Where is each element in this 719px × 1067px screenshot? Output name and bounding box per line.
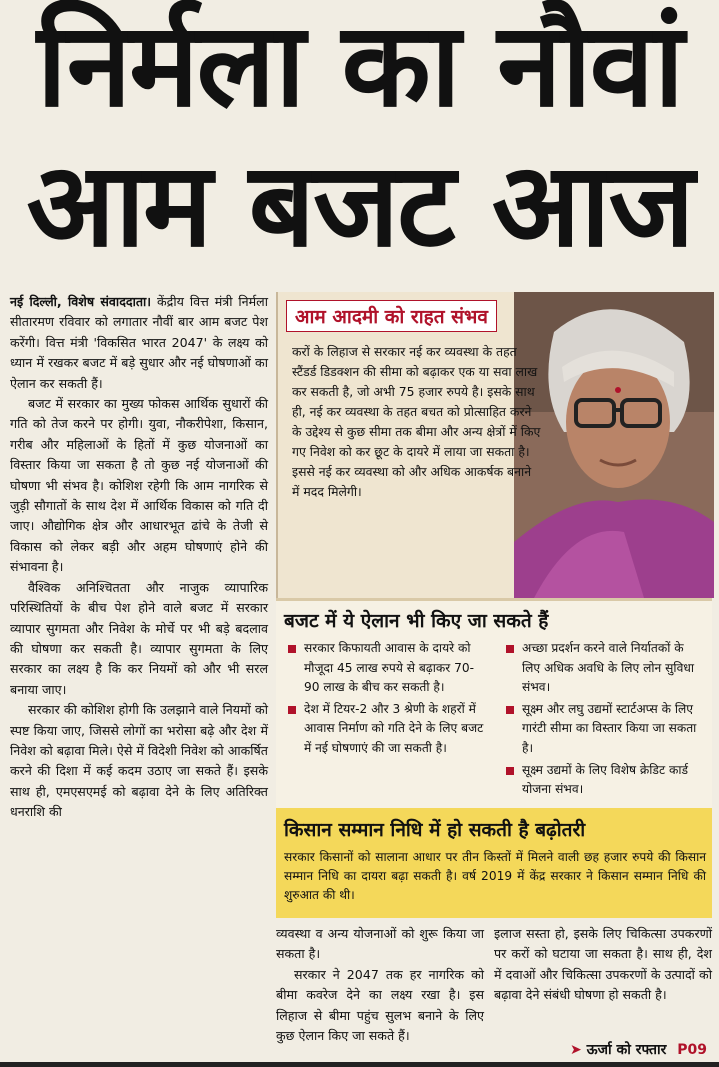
bullet-item: सरकार किफायती आवास के दायरे को मौजूदा 45 लाख रुपये से बढ़ाकर 70-90 लाख के बीच कर सकती है। [284, 639, 484, 698]
left-paragraph [10, 292, 268, 394]
announcements-column-a [284, 639, 484, 761]
arrow-icon: ➤ [570, 1042, 582, 1058]
dateline: नई दिल्ली, विशेष संवाददाता। [10, 294, 152, 309]
left-paragraph: बजट में सरकार का मुख्य फोकस आर्थिक सुधारों की गति को तेज करने पर होगी। युवा, नौकरीपेशा, किसान, गरीब और महिलाओं के हितों में कुछ योजनाओं का विस्तार किया जा सकता है तो कुछ नई योजनाओं की घोषणा भी संभव है। कोशिश रहेगी कि आम नागरिक से जुड़ी सौगातों के साथ देश में आर्थिक विकास को गति दी जाए। औद्योगिक क्षेत्र और आधारभूत ढांचे के तेजी से विकास को लेकर बड़ी और अहम घोषणाएं होने की संभावना है। [10, 396, 268, 575]
bullet-item: सूक्ष्म उद्यमों के लिए विशेष क्रेडिट कार्ड योजना संभव। [502, 761, 702, 800]
announcements-box [276, 598, 712, 809]
right-paragraph: इलाज सस्ता हो, इसके लिए चिकित्सा उपकरणों पर करों को घटाया जा सकता है। साथ ही, देश में दवाओं और चिकित्सा उपकरणों के उत्पादों को बढ़ावा देने संबंधी घोषणा हो सकती है। [494, 926, 712, 1003]
relief-title: आम आदमी को राहत संभव [286, 300, 497, 332]
bullet-item: अच्छा प्रदर्शन करने वाले निर्यातकों के लिए अधिक अवधि के लिए लोन सुविधा संभव। [502, 639, 702, 698]
bullet-item: सूक्ष्म और लघु उद्यमों स्टार्टअप्स के लिए गारंटी सीमा का विस्तार किया जा सकता है। [502, 700, 702, 759]
kisan-box [276, 808, 712, 918]
announcements-column-b [502, 639, 702, 802]
announcements-title: बजट में ये ऐलान भी किए जा सकते हैं [284, 610, 549, 632]
kisan-title: किसान सम्मान निधि में हो सकती है बढ़ोतरी [284, 819, 586, 841]
headline-line-2: आम बजट आज [26, 138, 693, 273]
footer-label: ऊर्जा को रफ्तार [586, 1042, 667, 1058]
page-number: P09 [677, 1042, 707, 1058]
relief-box [276, 292, 714, 598]
kisan-body: सरकार किसानों को सालाना आधार पर तीन किस्तों में मिलने वाली छह हजार रुपये की किसान सम्मान निधि का दायरा बढ़ा सकती है। वर्ष 2019 में केंद्र सरकार ने किसान सम्मान निधि की शुरुआत की थी। [284, 850, 706, 902]
left-paragraph: वैश्विक अनिश्चितता और नाजुक व्यापारिक परिस्थितियों के बीच पेश होने वाले बजट में सरकार व्यापार सुगमता और निवेश के मोर्चे पर भी बड़े बदलाव की घोषणा कर सकती है। व्यापार सुगमता के लिए सरकार का लक्ष्य है कि कर नियमों को और भी सरल बनाया जाए। [10, 579, 268, 697]
left-column [10, 292, 268, 823]
mid-paragraph: सरकार ने 2047 तक हर नागरिक को बीमा कवरेज देने का लक्ष्य रखा है। इस लिहाज से बीमा पहुंच सुलभ बनाने के लिए कुछ ऐलान किए जा सकते हैं। [276, 966, 484, 1044]
bullet-item: देश में टियर-2 और 3 श्रेणी के शहरों में आवास निर्माण को गति देने के लिए बजट में नई घोषणाएं की जा सकती है। [284, 700, 484, 759]
middle-column [276, 924, 484, 1046]
headline-line-1: निर्मला का नौवां [36, 0, 683, 133]
left-paragraph: सरकार की कोशिश होगी कि उलझाने वाले नियमों को स्पष्ट किया जाए, जिससे लोगों का भरोसा बढ़े और देश में निवेश को बढ़ावा मिले। ऐसे में विदेशी निवेश को आकर्षित करने की दिशा में कई कदम उठाए जा सकते हैं। इसके साथ ही, एमएसएमई को बढ़ावा देने के लिए अतिरिक्त धनराशि की [10, 702, 268, 820]
mid-paragraph: व्यवस्था व अन्य योजनाओं को शुरू किया जा सकता है। [276, 926, 484, 962]
right-column [494, 924, 712, 1006]
minister-photo [514, 292, 714, 598]
left-paragraph-text: केंद्रीय वित्त मंत्री निर्मला सीतारमण रविवार को लगातार नौवीं बार आम बजट पेश करेंगी। वित्त मंत्री 'विकसित भारत 2047' के लक्ष्य को ध्यान में रखकर बजट में बड़े सुधार और नई घोषणाओं का ऐलान कर सकती हैं। [10, 294, 268, 391]
page-footer [570, 1040, 707, 1059]
relief-body: करों के लिहाज से सरकार नई कर व्यवस्था के तहत स्टैंडर्ड डिडक्शन की सीमा को बढ़ाकर एक या सवा लाख कर सकती है, जो अभी 75 हजार रुपये है। इसके साथ ही, नई कर व्यवस्था के तहत बचत को प्रोत्साहित करने के उद्देश्य से कुछ सीमा तक बीमा और अन्य क्षेत्रों में किए गए निवेश को कर छूट के दायरे में लाया जा सकता है। इससे नई कर व्यवस्था को और अधिक आकर्षक बनाने में मदद मिलेगी। [292, 344, 541, 499]
bottom-rule [0, 1062, 719, 1067]
headline [0, 0, 719, 280]
